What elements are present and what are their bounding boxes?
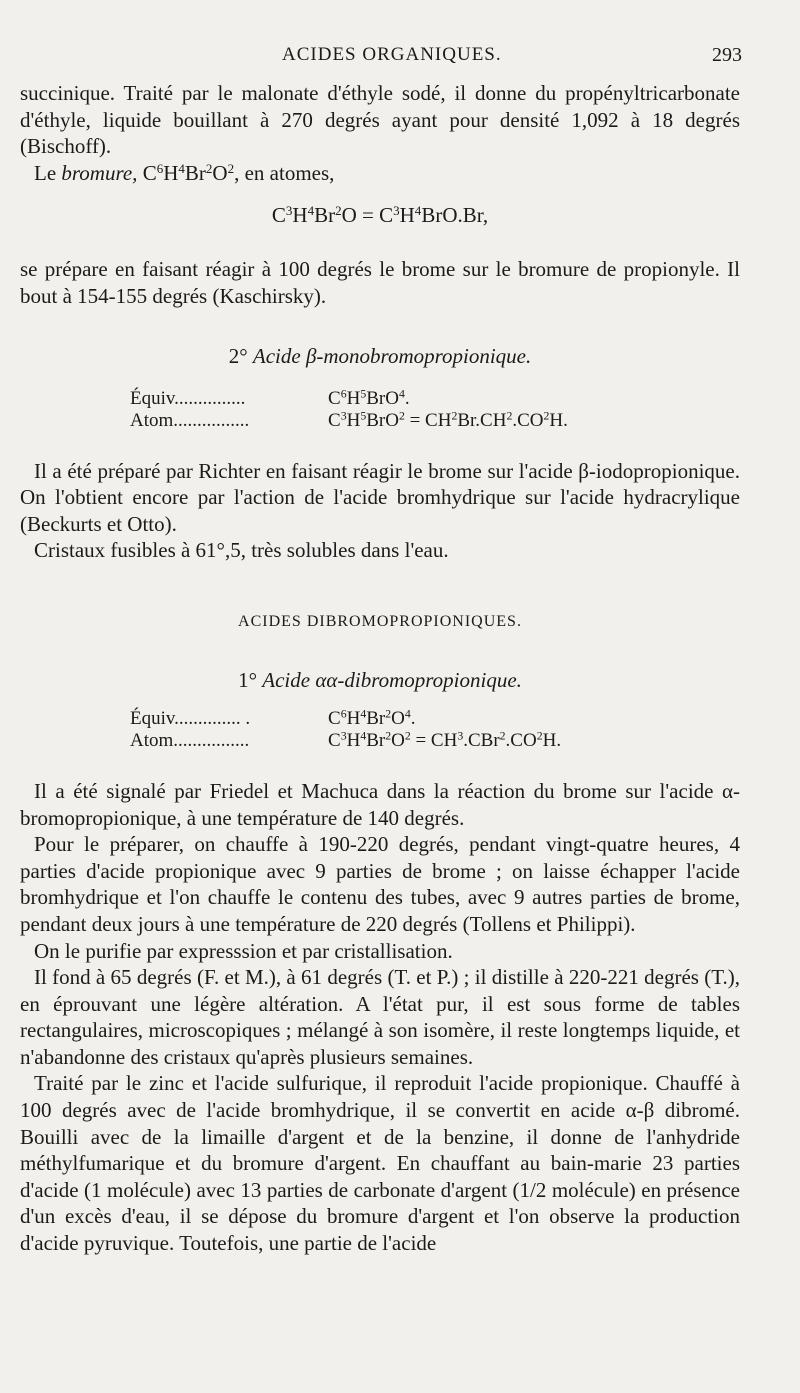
- bromure-lead: Le: [34, 160, 62, 185]
- formula-row-equiv: [130, 708, 740, 730]
- bromure-term: bromure,: [61, 160, 138, 185]
- section-number: 1°: [238, 667, 258, 692]
- formula-row-atom: [130, 730, 740, 752]
- running-title: ACIDES ORGANIQUES.: [282, 44, 502, 65]
- row-formula: $C^6H^4Br^2O^4$.: [328, 707, 416, 729]
- paragraph-bromure: [20, 160, 740, 187]
- paragraph-purification: On le purifie par expresssion et par cristallisation.: [34, 938, 453, 963]
- formula-bromure-atoms: $C^3H^4Br^2O = C^3H^4BrO.Br$,: [271, 203, 489, 228]
- paragraph-fusion: Il fond à 65 degrés (F. et M.), à 61 degrés (T. et P.) ; il distille à 220-221 degrés (T.), en éprouvant une légère altération. A l'état pur, il est sous forme de tables rectangulaires, microscopiques ; mélangé à son isomère, il reste longtemps liquide, et n'abandonne des cristaux qu'après plusieurs semaines.: [20, 965, 740, 1069]
- row-formula: $C^3H^5BrO^2 = CH^2Br.CH^2.CO^2H$.: [328, 409, 568, 431]
- row-label: Atom................: [130, 729, 250, 751]
- formula-row-atom: [130, 410, 740, 432]
- section-heading-dibromo: [20, 666, 740, 694]
- paragraph-preparation: Pour le préparer, on chauffe à 190-220 degrés, pendant vingt-quatre heures, 4 parties d'acide propionique avec 9 parties de brome ; on laisse échapper l'acide bromhydrique et l'on chauffe le contenu des tubes, avec 9 autres parties de brome, pendant deux jours à une température de 220 degrés (Tollens et Philippi).: [20, 832, 740, 936]
- row-label: Atom................: [130, 409, 250, 431]
- page-number: 293: [712, 44, 742, 66]
- bromure-formula: $C^6H^4Br^2O^2$: [142, 160, 235, 185]
- row-label: Équiv.............. .: [130, 707, 251, 729]
- row-formula: $C^3H^4Br^2O^2 = CH^3.CBr^2.CO^2H$.: [328, 729, 562, 751]
- section-number: 2°: [228, 343, 248, 368]
- formula-table-monobromo: [130, 388, 740, 432]
- bromure-after: , en atomes,: [234, 160, 335, 185]
- paragraph-succinique: succinique. Traité par le malonate d'éthyle sodé, il donne du propényltricarbonate d'éthyle, liquide bouillant à 270 degrés ayant pour densité 1,092 à 18 degrés (Bischoff).: [20, 81, 740, 159]
- paragraph-richter: Il a été préparé par Richter en faisant réagir le brome sur l'acide β-iodopropionique. On l'obtient encore par l'action de l'acide bromhydrique sur l'acide hydracrylique (Beckurts et Otto).: [20, 458, 740, 536]
- formula-table-dibromo: [130, 708, 740, 752]
- section-heading-monobromo: [20, 342, 740, 370]
- paragraph-reactions: Traité par le zinc et l'acide sulfurique, il reproduit l'acide propionique. Chauffé à 100 degrés avec de l'acide bromhydrique, il se convertit en acide α-β dibromé. Bouilli avec de la limaille d'argent et de la benzine, il donne de l'anhydride méthylfumarique et du bromure d'argent. En chauffant au bain-marie 23 parties d'acide (1 molécule) avec 13 parties de carbonate d'argent (1/2 molécule) en présence d'un excès d'eau, il se dépose du bromure d'argent et l'on observe la production d'acide pyruvique. Toutefois, une partie de l'acide: [20, 1071, 740, 1256]
- page-header: [0, 44, 800, 72]
- paragraph-cristaux: Cristaux fusibles à 61°,5, très solubles dans l'eau.: [34, 538, 449, 563]
- page-body: [20, 80, 740, 1257]
- row-label: Équiv...............: [130, 387, 246, 409]
- section-title: Acide αα-dibromopropionique.: [262, 667, 522, 692]
- heading-dibromopropioniques: ACIDES DIBROMOPROPIONIQUES.: [238, 612, 522, 630]
- section-title: Acide β-monobromopropionique.: [252, 343, 532, 368]
- row-formula: $C^6H^5BrO^4$.: [328, 387, 410, 409]
- paragraph-preparation-bromure: se prépare en faisant réagir à 100 degrés le brome sur le bromure de propionyle. Il bout à 154-155 degrés (Kaschirsky).: [20, 257, 740, 308]
- paragraph-friedel: Il a été signalé par Friedel et Machuca dans la réaction du brome sur l'acide α-bromopropionique, à une température de 140 degrés.: [20, 778, 740, 830]
- formula-row-equiv: [130, 388, 740, 410]
